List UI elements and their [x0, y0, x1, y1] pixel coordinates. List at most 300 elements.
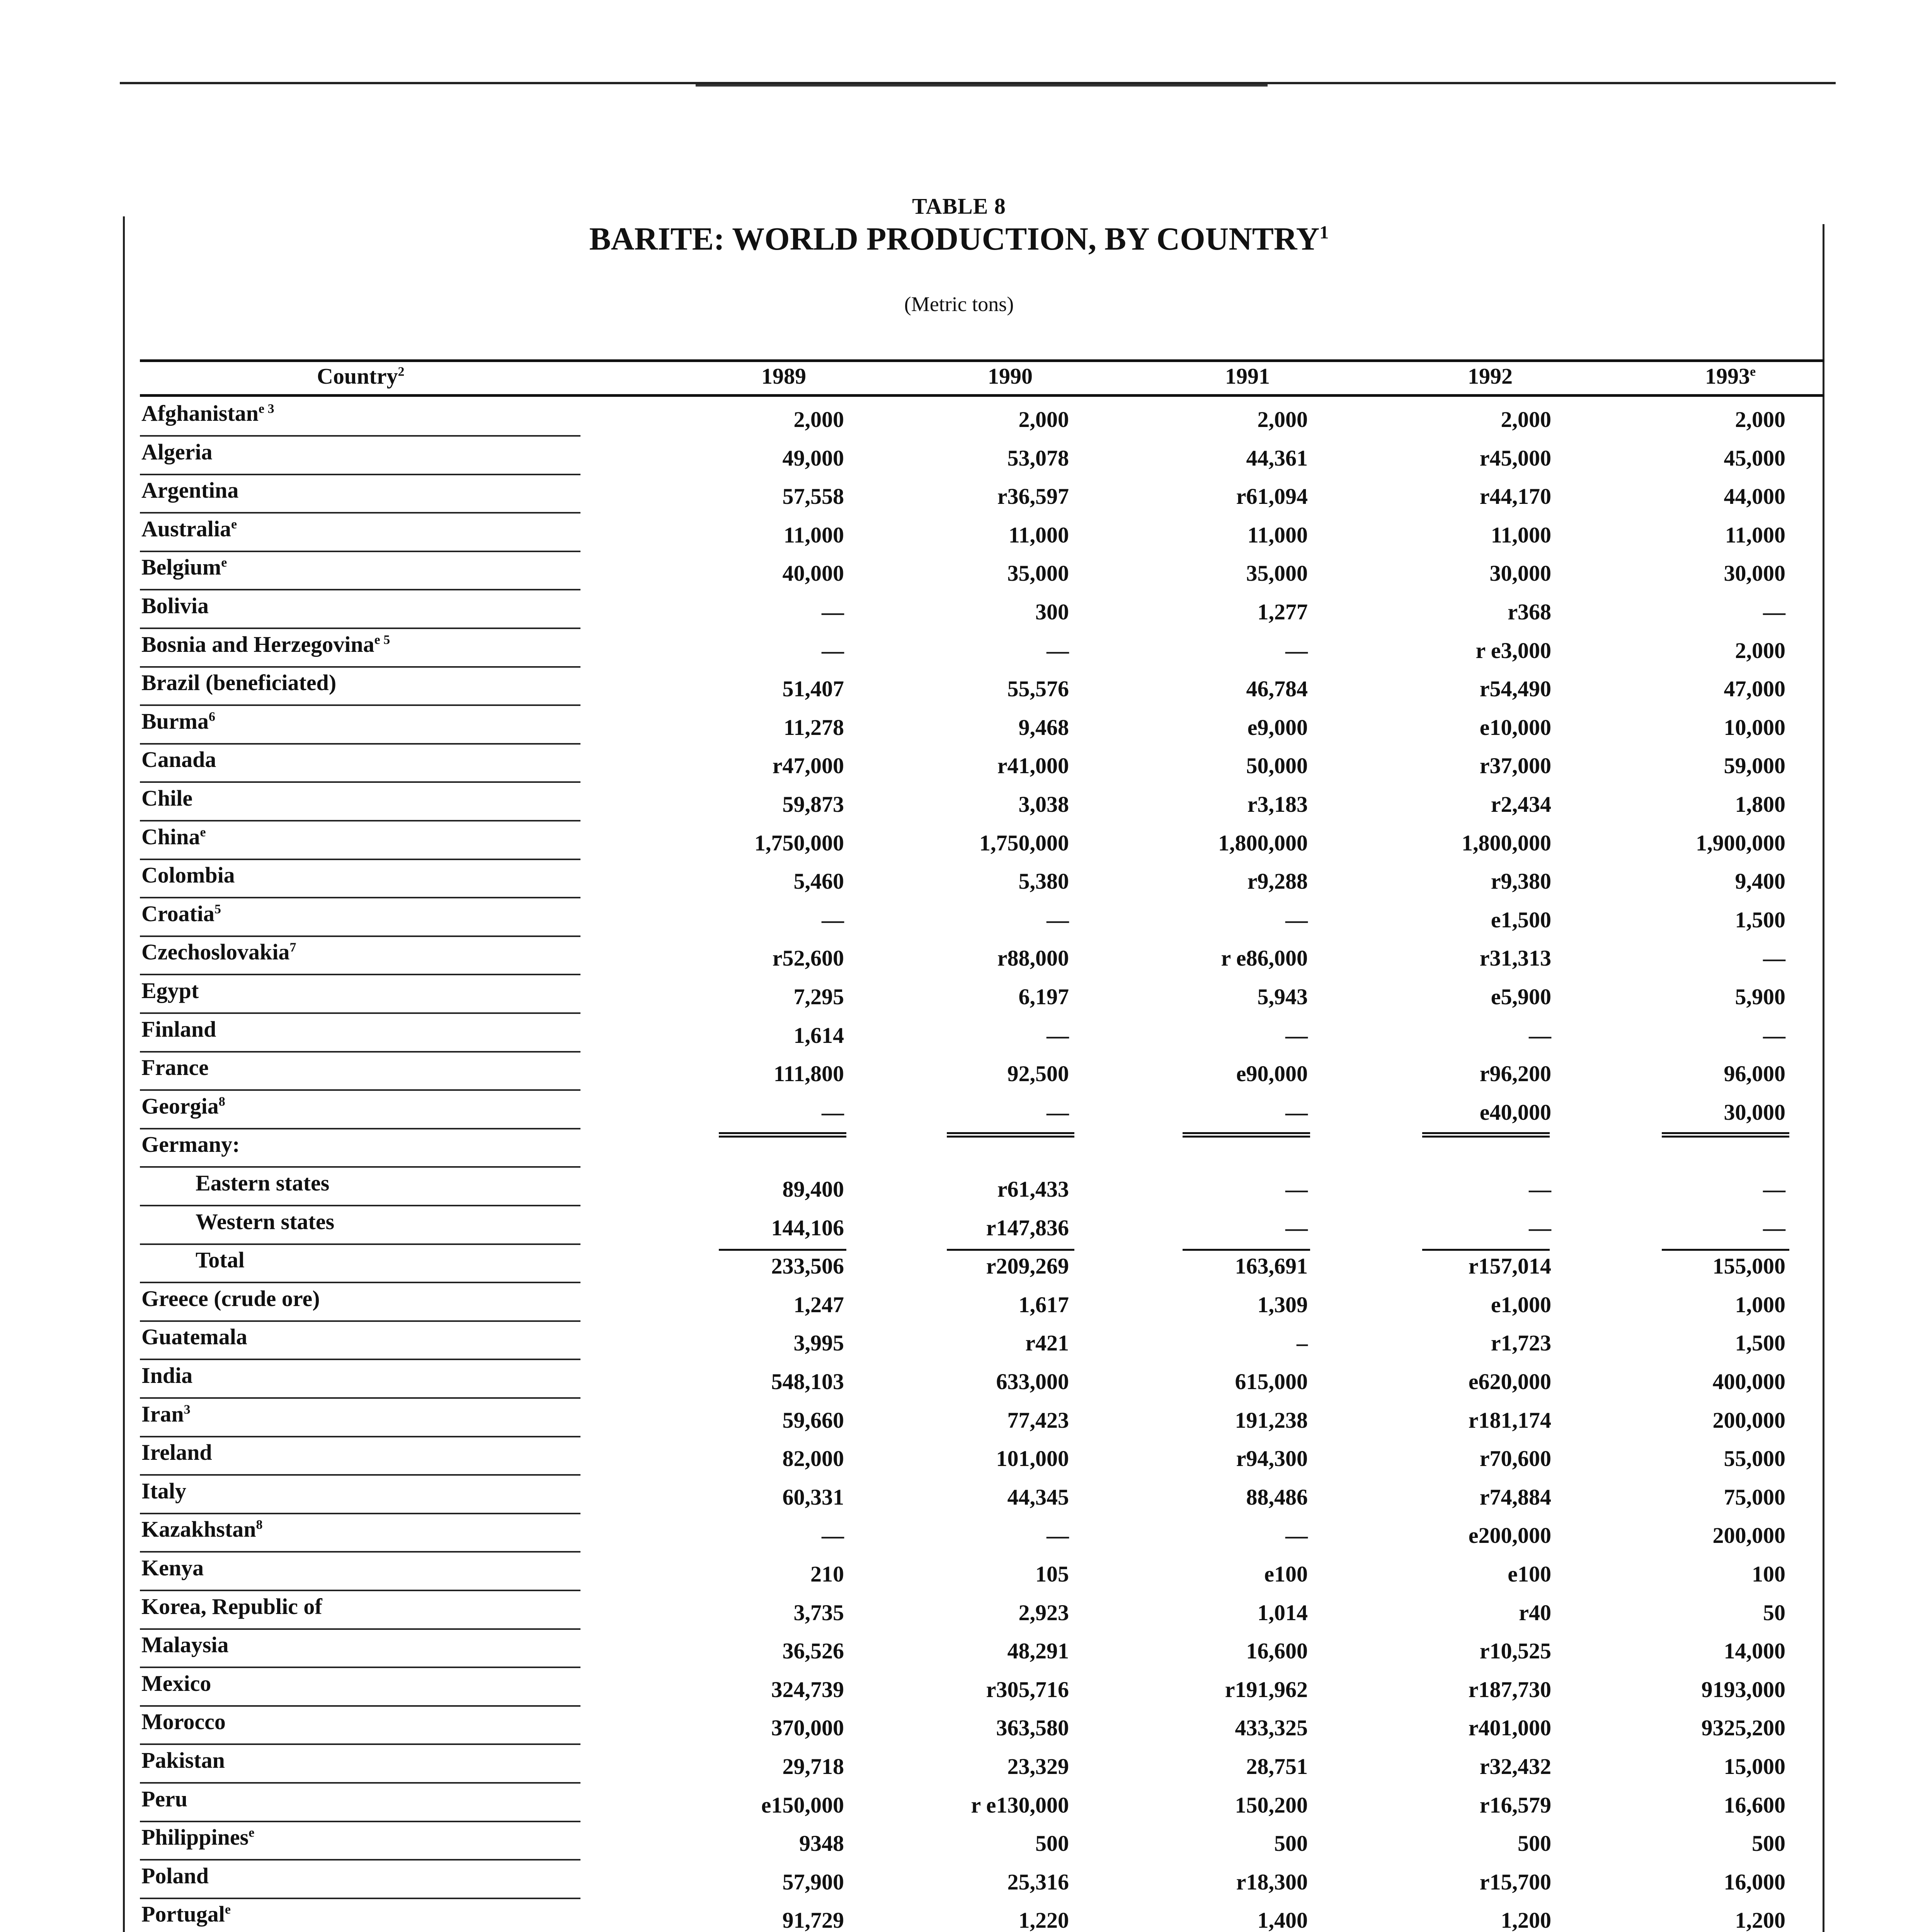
- value-1992: r16,579: [1479, 1792, 1551, 1818]
- table-row: [0, 1822, 1918, 1860]
- value-1989: 2,000: [793, 407, 844, 432]
- value-1990: 44,345: [1007, 1484, 1069, 1510]
- value-1989: 91,729: [782, 1908, 844, 1932]
- value-1992: r401,000: [1468, 1715, 1551, 1741]
- value-1993: 1,900,000: [1696, 830, 1785, 855]
- header-year-1993-label: 1993: [1705, 364, 1750, 389]
- country-name: [141, 1324, 247, 1350]
- table-number: TABLE 8: [912, 194, 1006, 219]
- table-row: [0, 437, 1918, 474]
- table-row: [0, 1052, 1918, 1090]
- value-1991: 191,238: [1235, 1407, 1308, 1433]
- value-1992: e620,000: [1468, 1369, 1551, 1394]
- value-1989: 11,278: [783, 714, 844, 740]
- value-1990: —: [1047, 638, 1069, 663]
- value-1991: r9,288: [1247, 869, 1308, 894]
- value-1990: r147,836: [986, 1215, 1069, 1240]
- value-1990: 2,923: [1018, 1600, 1069, 1625]
- value-1989: 57,558: [782, 484, 844, 509]
- table-units: (Metric tons): [904, 293, 1014, 316]
- header-estimate-mark: e: [1750, 364, 1756, 379]
- country-name: [141, 939, 296, 965]
- table-row: [0, 1706, 1918, 1744]
- country-label: Kazakhstan: [141, 1517, 256, 1542]
- value-1992: r15,700: [1479, 1869, 1551, 1895]
- value-1991: 433,325: [1235, 1715, 1308, 1741]
- country-name: [141, 516, 237, 542]
- value-1993: 11,000: [1725, 522, 1785, 548]
- value-1989: —: [822, 907, 844, 932]
- country-footnote-mark: e: [225, 1903, 231, 1917]
- country-name: [141, 1709, 226, 1735]
- value-1991: 615,000: [1235, 1369, 1308, 1394]
- country-name: [141, 747, 216, 772]
- country-footnote-mark: e: [231, 517, 237, 532]
- value-1993: 1,200: [1735, 1908, 1785, 1932]
- country-name: [196, 1247, 245, 1273]
- table-row: [0, 552, 1918, 590]
- value-1989: 40,000: [782, 561, 844, 586]
- country-name: [196, 1170, 329, 1196]
- country-label: Ireland: [141, 1440, 212, 1465]
- header-year-1991: 1991: [1225, 364, 1270, 389]
- value-1990: 25,316: [1007, 1869, 1069, 1895]
- country-label: Argentina: [141, 478, 239, 503]
- value-1991: 2,000: [1257, 407, 1308, 432]
- country-label: Korea, Republic of: [141, 1594, 322, 1619]
- value-1992: r368: [1508, 599, 1551, 624]
- value-1992: 1,200: [1501, 1908, 1551, 1932]
- value-1993: 400,000: [1712, 1369, 1785, 1394]
- country-label: Italy: [141, 1478, 186, 1503]
- country-label: Philippines: [141, 1825, 249, 1850]
- value-1991: 28,751: [1246, 1754, 1308, 1779]
- value-1993: —: [1763, 946, 1785, 971]
- value-1989: 1,750,000: [754, 830, 844, 855]
- value-1989: 60,331: [782, 1484, 844, 1510]
- country-label: Belgium: [141, 554, 221, 580]
- value-1989: 59,660: [782, 1407, 844, 1433]
- value-1993: 50: [1763, 1600, 1785, 1625]
- value-1990: 1,220: [1018, 1908, 1069, 1932]
- country-label: Portugal: [141, 1901, 225, 1927]
- germany-separator-1993: [1662, 1132, 1789, 1138]
- country-name: [141, 477, 238, 503]
- value-1993: 5,900: [1735, 984, 1785, 1009]
- value-1990: —: [1047, 1022, 1069, 1048]
- country-name: [196, 1209, 334, 1235]
- value-1990: 2,000: [1018, 407, 1069, 432]
- table-row: [0, 667, 1918, 705]
- value-1991: 1,400: [1257, 1908, 1308, 1932]
- value-1993: 47,000: [1724, 676, 1785, 702]
- country-label: Bolivia: [141, 593, 209, 618]
- value-1989: 29,718: [782, 1754, 844, 1779]
- table-row: [0, 1668, 1918, 1706]
- value-1989: 144,106: [771, 1215, 844, 1240]
- table-row: [0, 975, 1918, 1013]
- value-1989: 1,247: [793, 1292, 844, 1317]
- country-name: [141, 708, 215, 734]
- total-rule-1993: [1662, 1249, 1789, 1251]
- value-1989: 548,103: [771, 1369, 844, 1394]
- value-1993: 16,600: [1724, 1792, 1785, 1818]
- country-footnote-mark: 5: [214, 902, 221, 917]
- value-1990: —: [1047, 1523, 1069, 1548]
- country-label: France: [141, 1055, 209, 1080]
- header-year-1992: 1992: [1468, 364, 1513, 389]
- value-1989: 89,400: [782, 1177, 844, 1202]
- value-1989: —: [822, 638, 844, 663]
- value-1989: e150,000: [761, 1792, 844, 1818]
- value-1989: 59,873: [782, 792, 844, 817]
- country-label: China: [141, 824, 200, 849]
- table-row: [0, 629, 1918, 667]
- value-1993: 1,500: [1735, 907, 1785, 932]
- country-footnote-mark: 3: [184, 1402, 191, 1417]
- country-label: Guatemala: [141, 1324, 247, 1350]
- value-1989: r47,000: [772, 753, 844, 779]
- value-1993: 500: [1752, 1831, 1785, 1856]
- value-1991: 150,200: [1235, 1792, 1308, 1818]
- country-name: [141, 824, 206, 850]
- table-row: [0, 475, 1918, 513]
- total-rule-1992: [1422, 1249, 1550, 1251]
- value-1993: 155,000: [1712, 1253, 1785, 1279]
- value-1991: 11,000: [1247, 522, 1308, 548]
- germany-separator-1992: [1422, 1132, 1550, 1138]
- table-row: [0, 1283, 1918, 1321]
- value-1990: 77,423: [1007, 1407, 1069, 1433]
- value-1991: 1,309: [1257, 1292, 1308, 1317]
- value-1991: 5,943: [1257, 984, 1308, 1009]
- total-rule-1991: [1183, 1249, 1310, 1251]
- country-footnote-mark: e: [248, 1825, 255, 1840]
- value-1990: 11,000: [1008, 522, 1069, 548]
- country-name: [141, 554, 227, 580]
- value-1993: 200,000: [1712, 1523, 1785, 1548]
- country-name: [141, 593, 209, 619]
- value-1992: e5,900: [1491, 984, 1551, 1009]
- germany-separator-1990: [947, 1132, 1074, 1138]
- value-1991: 1,014: [1257, 1600, 1308, 1625]
- country-name: [141, 1555, 204, 1581]
- value-1989: —: [822, 1523, 844, 1548]
- value-1990: r61,433: [997, 1177, 1069, 1202]
- value-1992: r9,380: [1491, 869, 1551, 894]
- value-1991: r3,183: [1247, 792, 1308, 817]
- value-1991: e100: [1264, 1561, 1308, 1587]
- value-1991: —: [1285, 1177, 1308, 1202]
- header-year-1993: [1705, 363, 1756, 389]
- country-name: [141, 400, 274, 426]
- value-1992: 2,000: [1501, 407, 1551, 432]
- table-row: [0, 398, 1918, 436]
- value-1992: e1,000: [1491, 1292, 1551, 1317]
- value-1993: 30,000: [1724, 561, 1785, 586]
- value-1989: 11,000: [783, 522, 844, 548]
- title-footnote-mark: 1: [1319, 222, 1329, 243]
- top-rule-accent: [696, 84, 1268, 87]
- value-1993: 75,000: [1724, 1484, 1785, 1510]
- value-1992: r32,432: [1479, 1754, 1551, 1779]
- country-footnote-mark: e 5: [374, 633, 390, 647]
- value-1992: r e3,000: [1476, 638, 1551, 663]
- table-row: [0, 1091, 1918, 1129]
- country-name: [141, 1516, 263, 1542]
- country-name: [141, 631, 390, 657]
- value-1993: —: [1763, 1177, 1785, 1202]
- header-country-label: Country: [317, 364, 398, 389]
- country-footnote-mark: e 3: [258, 401, 274, 416]
- value-1991: 88,486: [1246, 1484, 1308, 1510]
- country-name: [141, 1054, 209, 1080]
- country-name: [141, 1901, 231, 1927]
- value-1990: r88,000: [997, 946, 1069, 971]
- value-1990: 1,617: [1018, 1292, 1069, 1317]
- value-1990: 9,468: [1018, 714, 1069, 740]
- value-1990: —: [1047, 907, 1069, 932]
- value-1993: 14,000: [1724, 1638, 1785, 1664]
- country-label: Croatia: [141, 901, 215, 926]
- value-1991: —: [1285, 638, 1308, 663]
- header-bottom-rule: [140, 394, 1824, 397]
- value-1991: e9,000: [1247, 714, 1308, 740]
- value-1989: 7,295: [793, 984, 844, 1009]
- country-name: [141, 1131, 240, 1157]
- value-1990: 6,197: [1018, 984, 1069, 1009]
- table-row: [0, 898, 1918, 936]
- value-1993: 15,000: [1724, 1754, 1785, 1779]
- value-1993: 16,000: [1724, 1869, 1785, 1895]
- table-row: [0, 1591, 1918, 1629]
- value-1992: r44,170: [1479, 484, 1551, 509]
- value-1992: r70,600: [1479, 1446, 1551, 1471]
- value-1992: r37,000: [1479, 753, 1551, 779]
- table-row: [0, 1745, 1918, 1783]
- table-row: [0, 1629, 1918, 1667]
- germany-separator-1991: [1183, 1132, 1310, 1138]
- value-1992: r96,200: [1479, 1061, 1551, 1087]
- value-1990: 23,329: [1007, 1754, 1069, 1779]
- country-name: [141, 1824, 254, 1850]
- value-1993: 30,000: [1724, 1099, 1785, 1125]
- table-row: [0, 1861, 1918, 1898]
- country-footnote-mark: 8: [256, 1518, 263, 1532]
- table-row: [0, 1014, 1918, 1052]
- value-1989: 3,735: [793, 1600, 844, 1625]
- value-1993: 45,000: [1724, 445, 1785, 471]
- value-1989: 1,614: [793, 1022, 844, 1048]
- country-footnote-mark: 8: [218, 1094, 225, 1109]
- value-1992: e1,500: [1491, 907, 1551, 932]
- country-label: Finland: [141, 1016, 216, 1042]
- table-row: [0, 1784, 1918, 1821]
- country-footnote-mark: e: [221, 556, 227, 570]
- value-1990: 105: [1035, 1561, 1069, 1587]
- value-1989: 36,526: [782, 1638, 844, 1664]
- value-1992: —: [1529, 1177, 1551, 1202]
- table-row: [0, 514, 1918, 551]
- country-label: Brazil (beneficiated): [141, 670, 337, 696]
- value-1990: 48,291: [1007, 1638, 1069, 1664]
- table-row: [0, 1514, 1918, 1552]
- table-row: [0, 1437, 1918, 1475]
- header-year-1990: 1990: [988, 364, 1033, 389]
- value-1993: 1,500: [1735, 1330, 1785, 1356]
- value-1993: 9,400: [1735, 869, 1785, 894]
- value-1993: 96,000: [1724, 1061, 1785, 1087]
- country-label: Egypt: [141, 978, 199, 1003]
- value-1990: —: [1047, 1099, 1069, 1125]
- value-1990: 1,750,000: [979, 830, 1069, 855]
- value-1990: 3,038: [1018, 792, 1069, 817]
- value-1993: 55,000: [1724, 1446, 1785, 1471]
- value-1989: 57,900: [782, 1869, 844, 1895]
- value-1990: r305,716: [986, 1677, 1069, 1702]
- country-label: Algeria: [141, 439, 213, 464]
- value-1989: 49,000: [782, 445, 844, 471]
- value-1991: –: [1297, 1330, 1308, 1356]
- value-1992: r187,730: [1468, 1677, 1551, 1702]
- country-label: Total: [196, 1247, 245, 1273]
- value-1989: 3,995: [793, 1330, 844, 1356]
- value-1989: 9348: [799, 1831, 844, 1856]
- total-rule-1989: [719, 1249, 846, 1251]
- table-row: [0, 1206, 1918, 1244]
- value-1992: 1,800,000: [1462, 830, 1551, 855]
- value-1991: r94,300: [1236, 1446, 1308, 1471]
- table-row: [0, 744, 1918, 782]
- value-1993: 1,000: [1735, 1292, 1785, 1317]
- value-1991: e90,000: [1236, 1061, 1308, 1087]
- country-name: [141, 670, 336, 696]
- value-1993: 59,000: [1724, 753, 1785, 779]
- country-name: [141, 1670, 211, 1696]
- value-1989: 324,739: [771, 1677, 844, 1702]
- value-1990: 300: [1035, 599, 1069, 624]
- value-1993: 200,000: [1712, 1407, 1785, 1433]
- value-1989: —: [822, 1099, 844, 1125]
- value-1992: r2,434: [1491, 792, 1551, 817]
- country-name: [141, 1286, 320, 1311]
- country-label: Germany:: [141, 1132, 240, 1157]
- value-1992: —: [1529, 1215, 1551, 1240]
- value-1991: 1,277: [1257, 599, 1308, 624]
- value-1989: 233,506: [771, 1253, 844, 1279]
- value-1989: 82,000: [782, 1446, 844, 1471]
- country-label: Georgia: [141, 1093, 219, 1119]
- value-1989: 51,407: [782, 676, 844, 702]
- country-label: Iran: [141, 1401, 184, 1427]
- country-label: Afghanistan: [141, 401, 259, 426]
- value-1991: —: [1285, 907, 1308, 932]
- value-1990: r41,000: [997, 753, 1069, 779]
- value-1991: —: [1285, 1099, 1308, 1125]
- country-name: [141, 1362, 192, 1388]
- country-name: [141, 1016, 216, 1042]
- country-name: [141, 1401, 191, 1427]
- table-row: [0, 860, 1918, 898]
- country-name: [141, 1478, 186, 1504]
- value-1989: 5,460: [793, 869, 844, 894]
- table-row: [0, 590, 1918, 628]
- value-1989: 111,800: [773, 1061, 844, 1087]
- header-top-rule: [140, 359, 1824, 362]
- table-row: [0, 1321, 1918, 1359]
- country-name: [141, 901, 221, 927]
- value-1990: r421: [1025, 1330, 1069, 1356]
- table-row: [0, 783, 1918, 821]
- value-1992: 30,000: [1489, 561, 1551, 586]
- value-1992: r157,014: [1468, 1253, 1551, 1279]
- table-row: [0, 937, 1918, 975]
- country-name: [141, 1632, 229, 1658]
- header-country: [317, 363, 404, 389]
- value-1991: —: [1285, 1523, 1308, 1548]
- country-label: Western states: [196, 1209, 335, 1234]
- country-name: [141, 1093, 225, 1119]
- value-1991: 163,691: [1235, 1253, 1308, 1279]
- value-1991: 44,361: [1246, 445, 1308, 471]
- value-1990: r e130,000: [971, 1792, 1069, 1818]
- value-1993: 10,000: [1724, 714, 1785, 740]
- total-rule-1990: [947, 1249, 1074, 1251]
- value-1992: r1,723: [1491, 1330, 1551, 1356]
- value-1993: —: [1763, 1215, 1785, 1240]
- value-1991: r e86,000: [1221, 946, 1308, 971]
- country-name: [141, 785, 192, 811]
- value-1992: r181,174: [1468, 1407, 1551, 1433]
- germany-separator-1989: [719, 1132, 846, 1138]
- value-1990: 633,000: [996, 1369, 1069, 1394]
- value-1991: 35,000: [1246, 561, 1308, 586]
- table-title: [0, 220, 1918, 258]
- country-footnote-mark: e: [200, 825, 206, 840]
- value-1993: 44,000: [1724, 484, 1785, 509]
- country-label: Morocco: [141, 1709, 226, 1735]
- value-1993: —: [1763, 1022, 1785, 1048]
- table-row: [0, 1553, 1918, 1590]
- value-1991: —: [1285, 1215, 1308, 1240]
- country-label: Chile: [141, 786, 193, 811]
- country-label: Canada: [141, 747, 216, 772]
- table-row: [0, 1899, 1918, 1932]
- country-label: Greece (crude ore): [141, 1286, 320, 1311]
- value-1992: r31,313: [1479, 946, 1551, 971]
- country-label: Poland: [141, 1863, 209, 1888]
- country-label: India: [141, 1363, 193, 1388]
- country-label: Kenya: [141, 1555, 204, 1580]
- value-1989: 210: [810, 1561, 844, 1587]
- value-1991: 50,000: [1246, 753, 1308, 779]
- value-1990: 101,000: [996, 1446, 1069, 1471]
- value-1990: r36,597: [997, 484, 1069, 509]
- value-1991: r61,094: [1236, 484, 1308, 509]
- country-label: Colombia: [141, 862, 235, 888]
- table-header-row: [0, 363, 1918, 394]
- value-1989: —: [822, 599, 844, 624]
- table-title-text: BARITE: WORLD PRODUCTION, BY COUNTRY: [589, 221, 1320, 257]
- value-1991: 46,784: [1246, 676, 1308, 702]
- table-row: [0, 1476, 1918, 1514]
- value-1990: 35,000: [1007, 561, 1069, 586]
- value-1990: 5,380: [1018, 869, 1069, 894]
- country-label: Czechoslovakia: [141, 939, 290, 965]
- country-label: Burma: [141, 708, 209, 734]
- value-1993: 100: [1752, 1561, 1785, 1587]
- value-1992: 500: [1518, 1831, 1551, 1856]
